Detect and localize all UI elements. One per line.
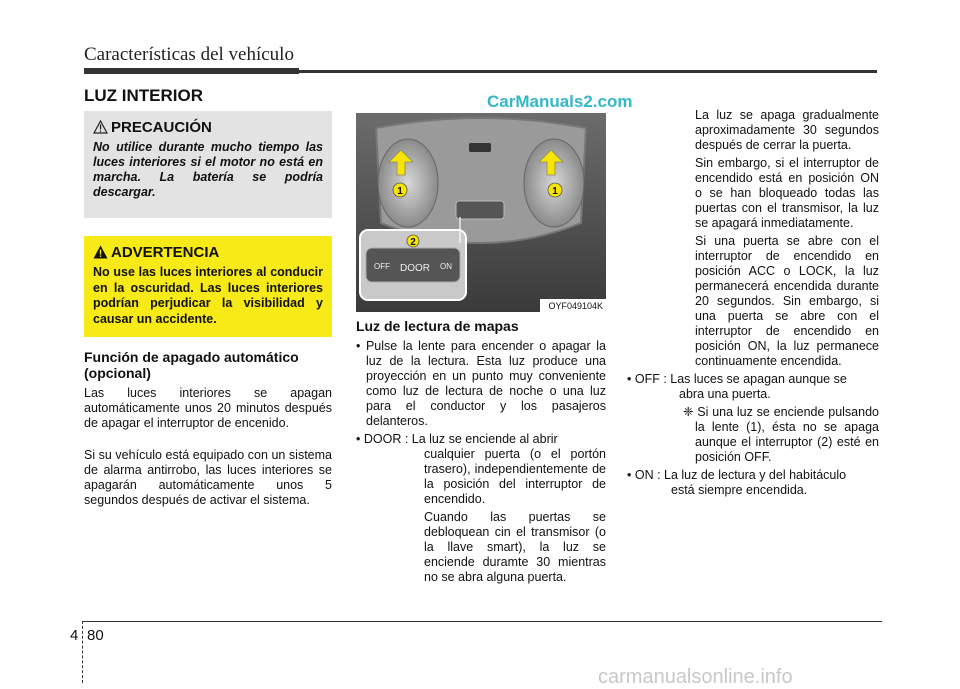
switch-label-door: DOOR xyxy=(400,263,430,274)
map-lamp-heading: Luz de lectura de mapas xyxy=(356,318,519,334)
caution-triangle-icon xyxy=(93,120,108,134)
warning-text: No use las luces interiores al conducir en la oscuridad. Las luces interiores podrían perjudicar la visibilidad y causar un accidente. xyxy=(93,265,323,326)
warning-title xyxy=(111,244,323,261)
off-note: ❈ Si una luz se enciende pulsando la lente (1), ésta no se apaga aunque el interruptor (2) esté en posición OFF. xyxy=(683,405,879,464)
caution-title-text: PRECAUCIÓN xyxy=(111,119,212,136)
warning-box xyxy=(84,236,332,337)
immediate-off-paragraph: Sin embargo, si el interruptor de encendido está en posición ON o se han bloqueado todas las puertas con el transmisor, la luz se apagará inmediatamente. xyxy=(695,156,879,230)
figure-label-1-left: 1 xyxy=(397,186,403,197)
caution-box xyxy=(84,111,332,218)
auto-off-paragraph-1: Las luces interiores se apagan automáticamente unos 20 minutos después de apagar el interruptor de encenido. xyxy=(84,386,332,430)
off-bullet-rest: abra una puerta. xyxy=(679,387,771,401)
on-bullet-rest: está siempre encendida. xyxy=(671,483,808,497)
chapter-number: 4 xyxy=(70,627,79,644)
caution-title xyxy=(111,119,323,136)
switch-label-off: OFF xyxy=(374,262,390,271)
figure-label-2: 2 xyxy=(410,237,416,248)
warning-title-text: ADVERTENCIA xyxy=(111,244,220,261)
caution-text: No utilice durante mucho tiempo las luces interiores si el motor no está en marcha. La batería se podría descargar. xyxy=(93,140,323,199)
right-column xyxy=(627,108,879,501)
map-lamp-bullet-door-rest: cualquier puerta (o el portón trasero), independientemente de la posición del interruptor de encendido. xyxy=(424,447,606,506)
map-lamp-door-paragraph-2: Cuando las puertas se debloquean cin el transmisor (o la llave smart), la luz se enciende duramte 30 mientras no se abra alguna puerta. xyxy=(424,510,606,584)
interior-light-figure xyxy=(356,113,606,312)
footer-margin-line xyxy=(82,621,84,683)
map-lamp-column xyxy=(356,318,606,588)
on-bullet-lead: • ON : La luz de lectura y del habitáculo xyxy=(627,468,847,482)
page-number: 80 xyxy=(87,627,104,644)
watermark-top: CarManuals2.com xyxy=(487,92,633,111)
figure-label-1-right: 1 xyxy=(552,186,558,197)
section-title: LUZ INTERIOR xyxy=(84,86,203,105)
auto-off-heading: Función de apagado automático (opcional) xyxy=(84,349,299,381)
map-lamp-bullet-door-lead: • DOOR : La luz se enciende al abrir xyxy=(356,432,558,446)
header-rule-accent xyxy=(84,68,299,74)
fade-out-paragraph: La luz se apaga gradualmente aproximadamente 30 segundos después de cerrar la puerta. xyxy=(695,108,879,152)
warning-triangle-icon xyxy=(93,245,108,259)
off-bullet-lead: • OFF : Las luces se apagan aunque se xyxy=(627,372,847,386)
running-header: Características del vehículo xyxy=(84,44,294,65)
switch-label-on: ON xyxy=(440,262,452,271)
map-lamp-bullet-lens: • Pulse la lente para encender o apagar la luz de la lectura. Esta luz produce una proyección en un punto muy conveniente como luz de lectura de noche o una luz para el conductor y los pasajeros delanteros. xyxy=(356,339,606,428)
footer-rule xyxy=(82,621,882,622)
acc-lock-paragraph: Si una puerta se abre con el interruptor de encendido en posición ACC o LOCK, la luz permanecerá encendida durante 20 segundos. Sin embargo, si una puerta se abre con el interruptor de encendido en posición ON, la luz permanece continuamente encendida. xyxy=(695,234,879,368)
watermark-bottom: carmanualsonline.info xyxy=(598,666,793,688)
figure-code: OYF049104K xyxy=(548,301,603,311)
auto-off-paragraph-2: Si su vehículo está equipado con un sistema de alarma antirrobo, las luces interiores se apagarán automáticamente unos 5 segundos después de activar el sistema. xyxy=(84,448,332,507)
